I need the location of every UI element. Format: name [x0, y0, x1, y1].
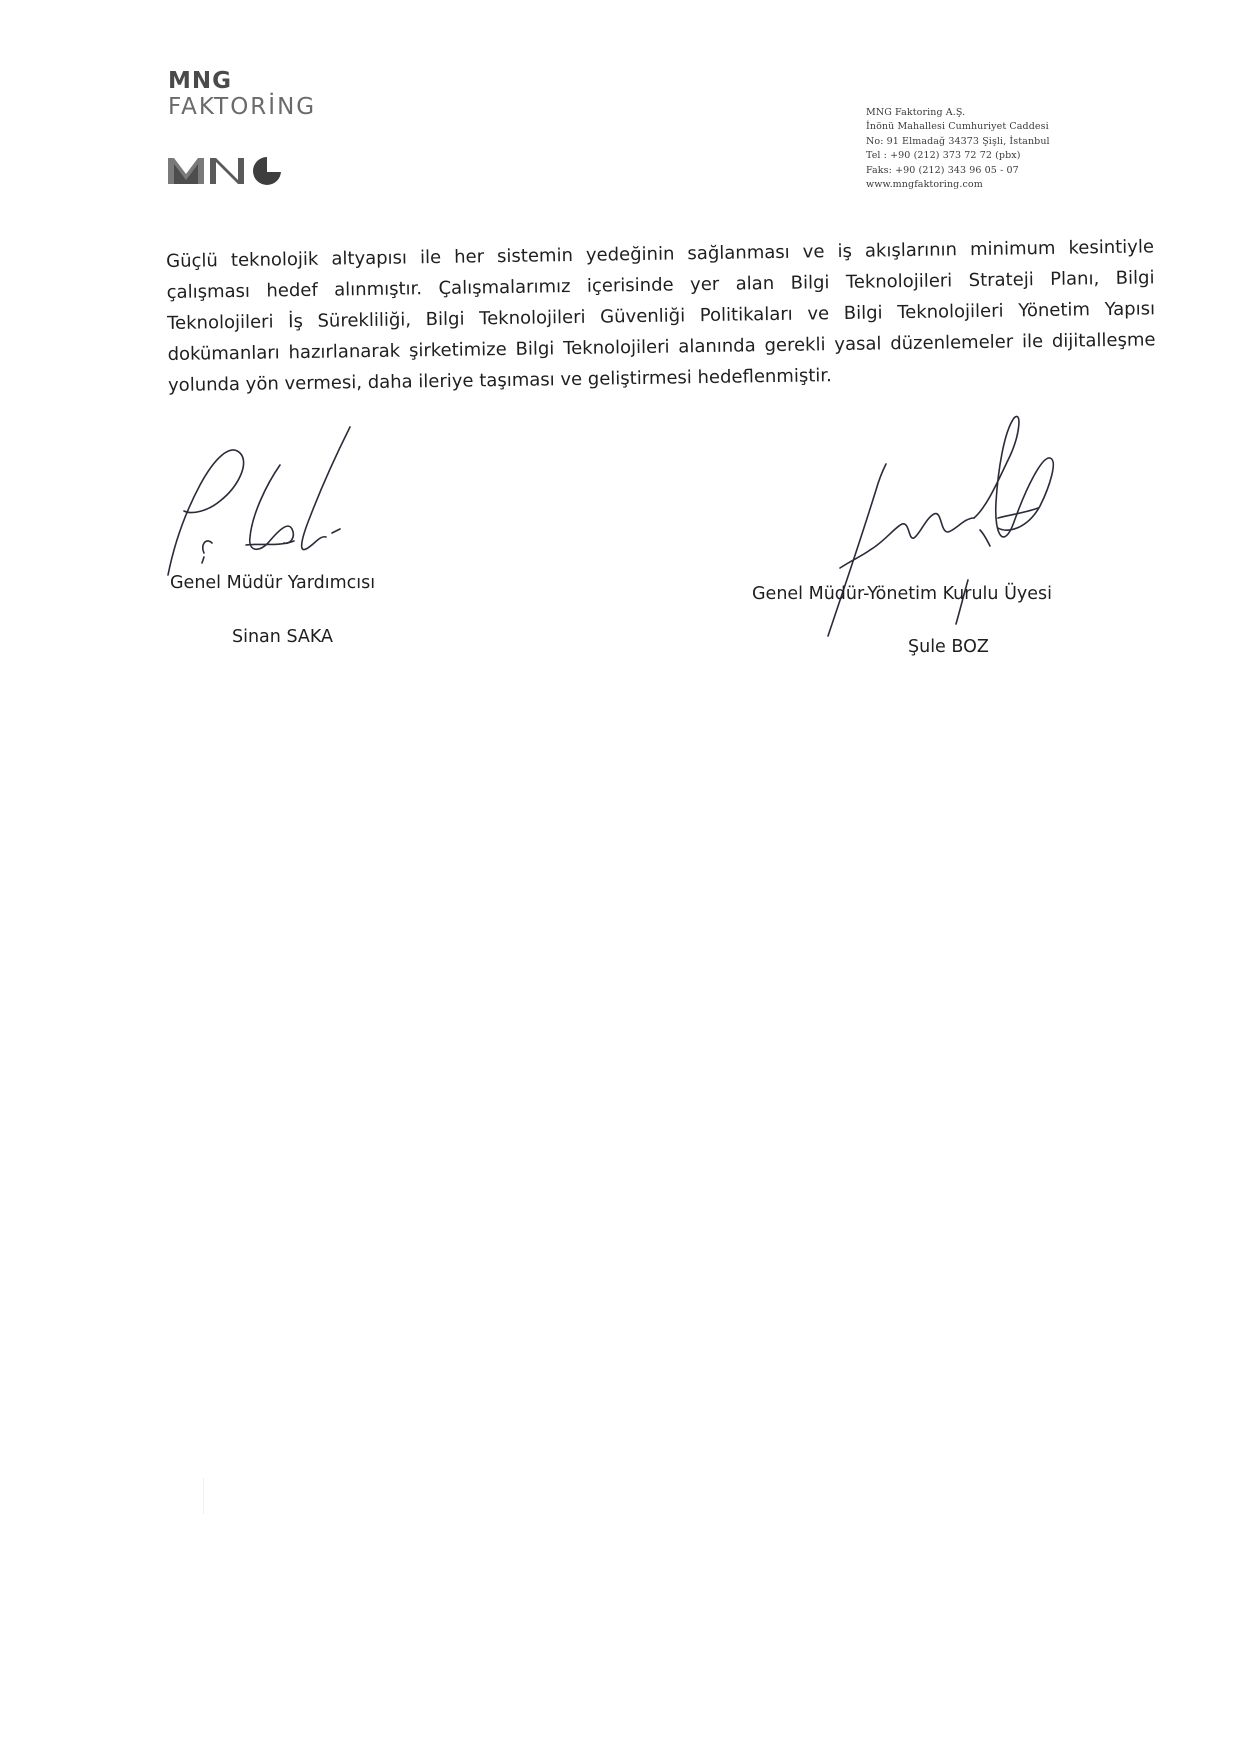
body-word: Güçlü: [166, 250, 219, 272]
body-word: Güvenliği: [600, 305, 686, 328]
body-word: çalışması: [166, 280, 251, 303]
body-word: içerisinde: [586, 274, 674, 297]
address-line: Faks: +90 (212) 343 96 05 - 07: [866, 164, 1019, 176]
body-word: Sürekliliği,: [317, 309, 412, 332]
body-word: gerekli: [764, 334, 826, 357]
left-signatory-title: Genel Müdür Yardımcısı: [170, 573, 376, 593]
body-word: Teknolojileri: [563, 336, 670, 360]
right-signatory-name: Şule BOZ: [908, 637, 989, 657]
body-word: yer: [689, 273, 720, 296]
body-word: Yapısı: [1104, 298, 1156, 321]
body-word: sistemin: [496, 244, 574, 268]
body-word: Bilgi: [843, 302, 883, 324]
body-word: İş: [288, 310, 304, 333]
body-word: Bilgi: [1115, 267, 1155, 289]
body-word: şirketimize: [408, 338, 507, 362]
right-signature-image: [828, 410, 1158, 670]
body-word: Yönetim: [1018, 299, 1091, 322]
body-word: alınmıştır.: [334, 278, 423, 301]
body-word: ile: [1021, 331, 1044, 353]
body-word: minimum: [969, 237, 1056, 261]
scan-artifact: [203, 1478, 204, 1514]
body-word: Teknolojileri: [897, 300, 1004, 324]
body-word: kesintiyle: [1068, 236, 1155, 259]
body-word: Bilgi: [425, 308, 465, 331]
body-word: alanında: [678, 335, 756, 358]
body-word: Politikaları: [699, 303, 793, 327]
address-line: No: 91 Elmadağ 34373 Şişli, İstanbul: [866, 135, 1050, 147]
body-word: yedeğinin: [585, 243, 675, 266]
body-word: altyapısı: [331, 247, 408, 270]
body-word: Planı,: [1050, 268, 1100, 290]
body-word: Bilgi: [790, 272, 830, 294]
body-word: dijitalleşme: [1051, 329, 1156, 352]
address-line: İnönü Mahallesi Cumhuriyet Caddesi: [866, 121, 1049, 133]
body-word: akışlarının: [864, 239, 958, 262]
mng-logo-icon: [168, 152, 286, 188]
body-word: ve: [802, 241, 825, 263]
company-brand: [168, 68, 316, 120]
body-paragraph: [166, 231, 1156, 401]
body-word: Çalışmalarımız: [438, 276, 571, 299]
company-address: [866, 106, 1050, 192]
body-word: Teknolojileri: [479, 306, 586, 330]
left-signature-image: [160, 425, 390, 585]
left-signatory-name: Sinan SAKA: [232, 627, 333, 647]
body-word: Bilgi: [515, 338, 555, 360]
body-word: ve: [807, 303, 830, 325]
body-word: hedef: [266, 279, 318, 302]
body-word: Teknolojileri: [166, 311, 274, 334]
address-line: Tel : +90 (212) 373 72 72 (pbx): [866, 150, 1021, 162]
brand-name: MNG: [168, 68, 233, 94]
body-word: her: [453, 246, 485, 268]
address-line: www.mngfaktoring.com: [866, 179, 983, 191]
body-word: iş: [837, 240, 853, 263]
body-word: düzenlemeler: [890, 331, 1014, 355]
body-word: teknolojik: [230, 248, 319, 272]
address-line: MNG Faktoring A.Ş.: [866, 107, 966, 118]
body-line: yolunda yön vermesi, daha ileriye taşıması ve geliştirmesi hedeflenmiştir.: [167, 365, 832, 396]
right-signatory-title: Genel Müdür-Yönetim Kurulu Üyesi: [752, 584, 1052, 604]
body-word: dokümanları: [167, 342, 280, 365]
body-word: ile: [419, 246, 442, 269]
body-word: hazırlanarak: [288, 340, 401, 364]
brand-subname: FAKTORİNG: [168, 94, 317, 120]
body-word: sağlanması: [687, 241, 790, 265]
body-word: Teknolojileri: [845, 270, 953, 293]
body-word: Strateji: [968, 269, 1034, 292]
body-word: yasal: [834, 333, 882, 356]
body-word: alan: [735, 272, 775, 295]
